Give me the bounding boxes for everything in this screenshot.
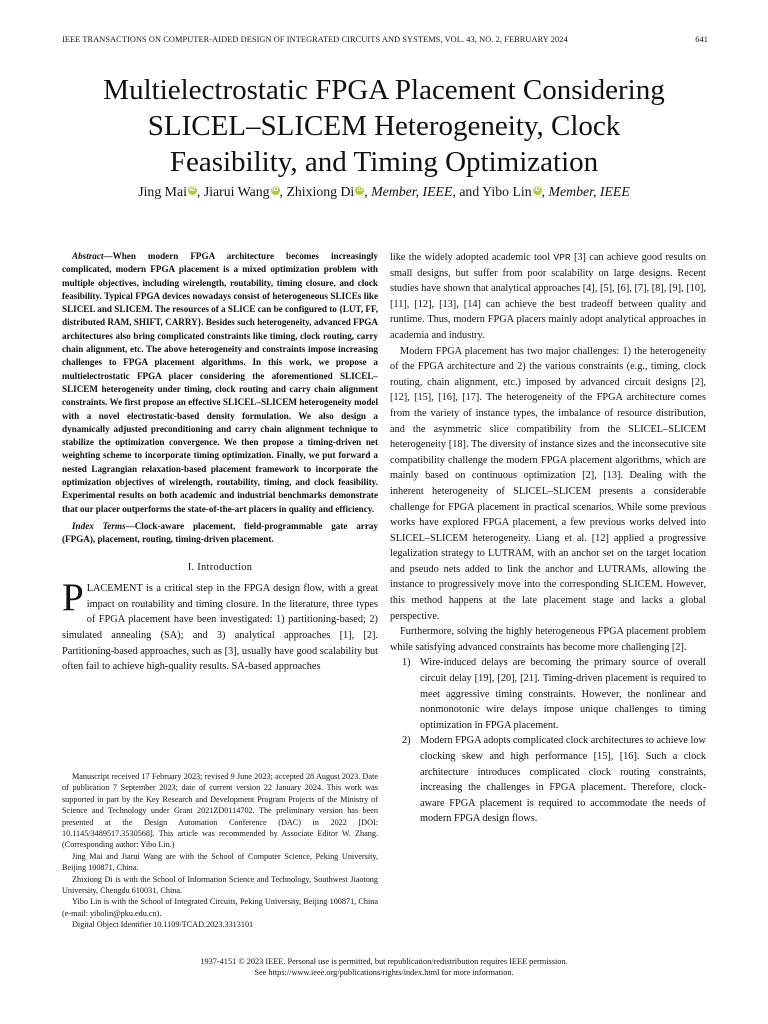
right-column	[390, 250, 706, 827]
footnote-affiliation: Yibo Lin is with the School of Integrated Circuits, Peking University, Beijing 100871, China (e-mail: yibolin@pku.edu.cn).	[62, 897, 378, 918]
author-list: Jing Mai iD , Jiarui Wang iD , Zhixiong Di iD , Member, IEEE, and Yibo Lin iD , Member, IEEE	[138, 184, 630, 199]
body-paragraph: Furthermore, solving the highly heterogeneous FPGA placement problem while satisfying advanced constraints has become more challenging [2].	[390, 626, 706, 653]
author-name: Jiarui Wang	[203, 184, 270, 199]
body-text: [3] can achieve good results on small designs, but suffer from poor scalability on large designs. Recent studies have shown that analytical approaches [4], [5], [6], [7], [8], [9], [10], [11], [12], [13], [14] can achieve the best tradeoff between quality and runtime. Thus, modern FPGA placers mainly adopt analytical approaches in academia and industry.	[390, 252, 706, 341]
index-terms-label: Index Terms	[72, 520, 126, 531]
challenge-list	[390, 655, 706, 827]
orcid-icon[interactable]: iD	[272, 187, 279, 193]
abstract-text: —When modern FPGA architecture becomes increasingly complicated, modern FPGA placement is a mixed optimization problem with multiple objectives, including wirelength, routability, timing closure, and clock feasibility. Typical FPGA devices nowadays consist of heterogeneous SLICEs like SLICEL and SLICEM. The resources of a SLICE can be configured to {LUT, FF, distributed RAM, SHIFT, CARRY}. Besides such heterogeneity, advanced FPGA architectures also bring complicated constraints like timing, clock routing, carry chain alignment, etc. The above heterogeneity and constraints impose increasing challenges to FPGA placement algorithms. In this work, we propose a multielectrostatic FPGA placer considering the aforementioned SLICEL–SLICEM heterogeneity under timing, clock routing and carry chain alignment constraints. We first propose an effective SLICEL–SLICEM heterogeneity model with a novel electrostatic-based density formulation. We also design a dynamically adjusted preconditioning and carry chain alignment technique to stabilize the optimization convergence. We then propose a timing-driven net weighting scheme to incorporate timing optimization. Finally, we put forward a nested Lagrangian relaxation-based placement framework to incorporate the optimization objectives of wirelength, routability, timing, and clock feasibility. Experimental results on both academic and industrial benchmarks demonstrate that our placer outperforms the state-of-the-art placers in quality and efficiency.	[62, 251, 378, 514]
footnote-affiliation: Zhixiong Di is with the School of Information Science and Technology, Southwest Jiaotong University, Chengdu 610031, China.	[62, 874, 378, 896]
paper-title	[40, 72, 728, 180]
author-conjunction: and	[459, 184, 480, 199]
list-number: 1)	[402, 657, 411, 669]
abstract	[62, 250, 378, 516]
intro-paragraph	[62, 576, 378, 675]
list-number: 2)	[402, 735, 411, 747]
running-header	[62, 35, 708, 49]
section-heading: I. Introduction	[187, 561, 253, 573]
title-line-2: SLICEL–SLICEM Heterogeneity, Clock	[147, 110, 621, 142]
orcid-icon[interactable]: iD	[356, 187, 363, 193]
abstract-label: Abstract	[72, 251, 104, 261]
author-name: Yibo Lin	[482, 184, 532, 199]
vpr-tool-name: VPR	[553, 252, 571, 263]
index-terms	[62, 520, 378, 547]
index-terms-text: —Clock-aware placement, field-programmable gate array (FPGA), placement, routing, timing-driven placement.	[62, 520, 378, 545]
page-number: 641	[695, 35, 708, 44]
title-line-3: Feasibility, and Timing Optimization	[169, 146, 599, 178]
title-line-1: Multielectrostatic FPGA Placement Considering	[103, 74, 665, 106]
copyright-notice	[40, 956, 728, 978]
list-item-text: Wire-induced delays are becoming the primary source of overall circuit delay [19], [20], [21]. Timing-driven placement is required to meet aggressive timing constraints. However, the nonlinear and nonmonotonic wire delays impose unique challenges to timing optimization in FPGA placement.	[420, 657, 706, 731]
drop-cap: P	[62, 576, 84, 620]
footnote-doi: Digital Object Identifier 10.1109/TCAD.2023.3313101	[72, 920, 254, 930]
author-membership: Member, IEEE	[548, 184, 630, 199]
list-item	[390, 655, 706, 733]
list-item-text: Modern FPGA adopts complicated clock architectures to achieve low clocking skew and high performance [15], [16]. Such a clock architecture introduces complicated clock routing constraints, increasing the challenges in FPGA placement. Therefore, clock-aware FPGA placement is required to accommodate the needs of modern FPGA design flows.	[420, 735, 706, 825]
rights-link-line: See https://www.ieee.org/publications/rights/index.html for more information.	[254, 968, 514, 977]
author-name: Zhixiong Di	[286, 184, 355, 199]
body-text: like the widely adopted academic tool	[390, 252, 554, 263]
orcid-icon[interactable]: iD	[534, 187, 541, 193]
author-membership: Member, IEEE	[371, 184, 453, 199]
body-paragraph: Modern FPGA placement has two major challenges: 1) the heterogeneity of the FPGA architecture and 2) the various constraints (e.g., timing, clock routing, chain alignment, etc.) imposed by advanced circuit designs [2], [12], [15], [16], [17]. The heterogeneity of the FPGA architecture comes from the variety of instance types, the imbalance of resource distribution, and the asymmetric slice compatibility from the SLICEL–SLICEM heterogeneity [18]. The diversity of instance sizes and the inconsecutive site compatibility challenge the modern FPGA placement algorithms, which are mainly based on continuous optimization [2], [13]. Dealing with the inherent heterogeneity of SLICEL–SLICEM presents a considerable challenge for FPGA placement in practical scenarios. While some previous works have explored FPGA placement, a few previous works delved into SLICEL–SLICEM heterogeneity. Liang et al. [12] applied a progressive legalization strategy to LUTRAM, with an anchor set on the target location and pseudo nets added to link the anchor and LUTRAMs, allowing the instance to progressively move into the corresponding SLICEM. However, this method happens at the late placement stage and lacks a global perspective.	[390, 345, 706, 622]
footnote-affiliation: Jing Mai and Jiarui Wang are with the School of Computer Science, Peking University, Beijing 100871, China.	[62, 851, 378, 873]
orcid-icon[interactable]: iD	[189, 187, 196, 193]
author-name: Jing Mai	[138, 184, 187, 199]
footnote-block	[62, 771, 378, 931]
footnote-manuscript: Manuscript received 17 February 2023; revised 9 June 2023; accepted 28 August 2023. Date of publication 7 September 2023; date of current version 22 January 2024. This work was supported in part by the Key Research and Development Program Projects of the Ministry of Science and Technology under Grant 2021ZD0114702. The preliminary version has been presented at the Design Automation Conference (DAC) in 2022 [DOI: 10.1145/3489517.3530568]. This article was recommended by Associate Editor W. Zhang. (Corresponding author: Yibo Lin.)	[62, 772, 378, 850]
intro-text: LACEMENT is a critical step in the FPGA design flow, with a great impact on routability and timing closure. In the literature, three types of FPGA placement have been investigated: 1) partitioning-based; 2) simulated annealing (SA); and 3) analytical approaches [1], [2]. Partitioning-based approaches, such as [3], usually have good scalability but often fail to achieve high-quality results. SA-based approaches	[62, 583, 378, 673]
journal-name: IEEE TRANSACTIONS ON COMPUTER-AIDED DESIGN OF INTEGRATED CIRCUITS AND SYSTEMS, VOL. 43, NO. 2, FEBRUARY 2024	[62, 35, 568, 44]
body-paragraph	[390, 250, 706, 344]
left-column	[62, 250, 378, 675]
copyright-line: 1937-4151 © 2023 IEEE. Personal use is permitted, but republication/redistribution requires IEEE permission.	[200, 957, 568, 966]
list-item	[390, 733, 706, 827]
